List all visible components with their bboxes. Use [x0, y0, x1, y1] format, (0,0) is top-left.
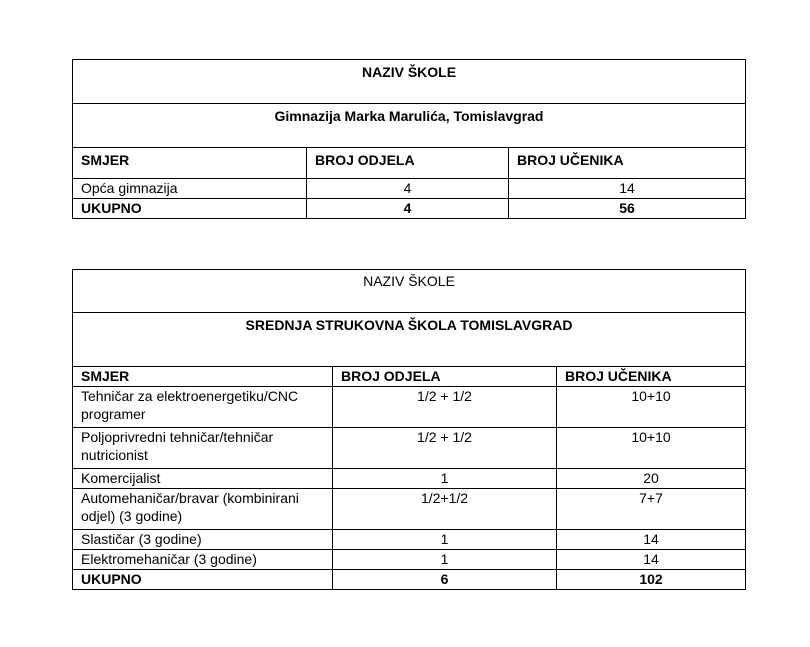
header-smjer: SMJER	[73, 148, 307, 179]
cell-smjer: Elektromehaničar (3 godine)	[73, 550, 333, 570]
table-row	[73, 530, 746, 550]
table-row	[73, 469, 746, 489]
table-row	[73, 489, 746, 530]
cell-ucenika: 14	[557, 530, 746, 550]
header-broj-ucenika: BROJ UČENIKA	[509, 148, 746, 179]
cell-odjela: 1	[333, 550, 557, 570]
cell-odjela: 1/2 + 1/2	[333, 387, 557, 428]
school-table-gimnazija	[72, 59, 746, 219]
table-row	[73, 179, 746, 199]
cell-ucenika: 10+10	[557, 428, 746, 469]
cell-odjela: 4	[307, 179, 509, 199]
header-smjer: SMJER	[73, 367, 333, 387]
cell-ucenika: 10+10	[557, 387, 746, 428]
total-odjela: 4	[307, 199, 509, 219]
header-broj-ucenika: BROJ UČENIKA	[557, 367, 746, 387]
table-row	[73, 387, 746, 428]
cell-ucenika: 20	[557, 469, 746, 489]
table-row	[73, 428, 746, 469]
total-label: UKUPNO	[73, 199, 307, 219]
cell-odjela: 1	[333, 469, 557, 489]
cell-ucenika: 7+7	[557, 489, 746, 530]
table-title: NAZIV ŠKOLE	[73, 60, 746, 104]
school-table-strukovna	[72, 269, 746, 590]
header-broj-odjela: BROJ ODJELA	[307, 148, 509, 179]
cell-smjer: Tehničar za elektroenergetiku/CNC programer	[73, 387, 333, 428]
table-row	[73, 550, 746, 570]
school-name: Gimnazija Marka Marulića, Tomislavgrad	[73, 104, 746, 148]
total-row	[73, 570, 746, 590]
total-ucenika: 102	[557, 570, 746, 590]
total-row	[73, 199, 746, 219]
school-name: SREDNJA STRUKOVNA ŠKOLA TOMISLAVGRAD	[73, 313, 746, 367]
header-broj-odjela: BROJ ODJELA	[333, 367, 557, 387]
cell-odjela: 1/2+1/2	[333, 489, 557, 530]
total-ucenika: 56	[509, 199, 746, 219]
table-title: NAZIV ŠKOLE	[73, 270, 746, 313]
total-odjela: 6	[333, 570, 557, 590]
cell-smjer: Poljoprivredni tehničar/tehničar nutricionist	[73, 428, 333, 469]
cell-smjer: Komercijalist	[73, 469, 333, 489]
cell-smjer: Opća gimnazija	[73, 179, 307, 199]
cell-smjer: Slastičar (3 godine)	[73, 530, 333, 550]
cell-ucenika: 14	[557, 550, 746, 570]
cell-odjela: 1	[333, 530, 557, 550]
cell-ucenika: 14	[509, 179, 746, 199]
cell-smjer: Automehaničar/bravar (kombinirani odjel) (3 godine)	[73, 489, 333, 530]
total-label: UKUPNO	[73, 570, 333, 590]
cell-odjela: 1/2 + 1/2	[333, 428, 557, 469]
